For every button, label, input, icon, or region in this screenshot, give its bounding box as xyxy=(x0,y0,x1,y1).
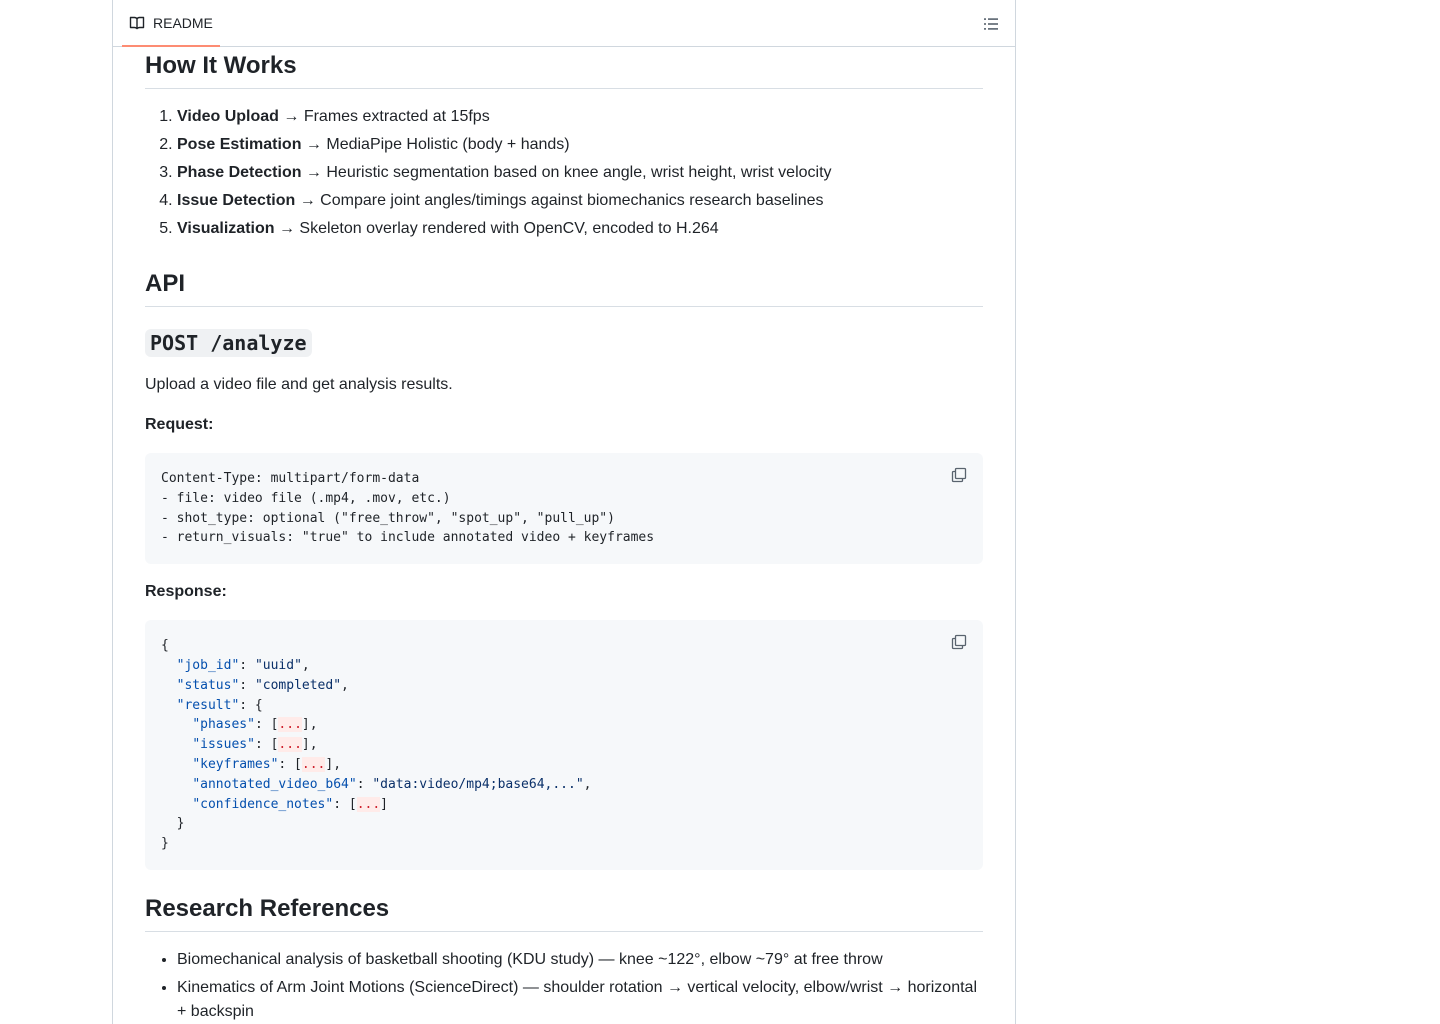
code-line xyxy=(161,636,967,656)
code-token: "confidence_notes" xyxy=(192,796,334,812)
readme-panel xyxy=(112,0,1016,1024)
code-token: { xyxy=(161,638,169,654)
step-title: Phase Detection xyxy=(177,164,302,181)
endpoint-description: Upload a video file and get analysis results. xyxy=(145,376,453,393)
code-token: ... xyxy=(356,796,381,812)
code-token: "result" xyxy=(176,697,240,713)
endpoint-heading xyxy=(145,331,983,357)
request-label: Request: xyxy=(145,416,214,433)
code-line: "confidence_notes": [...] xyxy=(192,796,388,812)
copy-request-button[interactable] xyxy=(949,465,969,485)
readme-tab-label: README xyxy=(153,14,213,31)
step-title: Pose Estimation xyxy=(177,136,302,153)
code-line: "annotated_video_b64": "data:video/mp4;base64,...", xyxy=(192,776,592,792)
how-it-works-heading: How It Works xyxy=(145,51,983,89)
code-token: "phases" xyxy=(192,717,255,733)
code-line: "issues": [...], xyxy=(192,737,318,753)
step-title: Issue Detection xyxy=(177,192,296,209)
code-token: "status" xyxy=(176,677,240,693)
step-text: → MediaPipe Holistic (body + hands) xyxy=(301,136,570,153)
code-line xyxy=(161,834,967,854)
code-line: "result": { xyxy=(176,697,263,713)
code-line: Content-Type: multipart/form-data xyxy=(161,471,420,486)
step-title: Visualization xyxy=(177,220,275,237)
list-unordered-icon xyxy=(983,16,999,32)
code-token: } xyxy=(176,816,185,832)
request-code-block[interactable] xyxy=(145,453,983,564)
code-token: } xyxy=(161,836,169,852)
code-line: "keyframes": [...], xyxy=(192,756,342,772)
code-line xyxy=(161,814,967,834)
code-line: "status": "completed", xyxy=(176,677,349,693)
code-token: "annotated_video_b64" xyxy=(192,776,357,792)
code-token: "completed" xyxy=(254,677,342,693)
code-token: ... xyxy=(278,717,302,733)
step-text: → Frames extracted at 15fps xyxy=(278,108,490,125)
list-item xyxy=(177,189,983,213)
copy-icon xyxy=(951,634,967,650)
readme-content xyxy=(145,47,983,1024)
readme-tab[interactable] xyxy=(122,0,220,47)
code-line: - file: video file (.mp4, .mov, etc.) xyxy=(161,490,451,506)
research-references-heading: Research References xyxy=(145,894,983,932)
list-item xyxy=(177,217,983,241)
response-label: Response: xyxy=(145,583,227,601)
list-item xyxy=(177,133,983,157)
step-text: → Compare joint angles/timings against biomechanics research baselines xyxy=(295,192,824,209)
endpoint-code: POST /analyze xyxy=(145,329,312,357)
code-token: "data:video/mp4;base64,..." xyxy=(372,776,584,792)
list-item xyxy=(177,105,983,129)
code-token: "job_id" xyxy=(176,657,240,673)
code-line: - shot_type: optional ("free_throw", "spot_up", "pull_up") xyxy=(161,510,615,526)
code-token: "keyframes" xyxy=(192,756,279,772)
readme-header xyxy=(113,0,1015,47)
research-references-list xyxy=(145,948,983,1024)
copy-response-button[interactable] xyxy=(949,632,969,652)
table-of-contents-button[interactable] xyxy=(981,14,1001,34)
code-line: "job_id": "uuid", xyxy=(176,657,310,673)
code-line: - return_visuals: "true" to include annotated video + keyframes xyxy=(161,530,655,546)
code-token: "issues" xyxy=(192,737,255,753)
step-title: Video Upload xyxy=(177,108,279,125)
list-item: • Biomechanical analysis of basketball shooting (KDU study) — knee ~122°, elbow ~79° at free throw xyxy=(177,948,983,972)
step-text: → Heuristic segmentation based on knee angle, wrist height, wrist velocity xyxy=(301,164,832,181)
code-token: ... xyxy=(301,756,326,772)
code-token: "uuid" xyxy=(254,657,302,673)
step-text: → Skeleton overlay rendered with OpenCV, encoded to H.264 xyxy=(274,220,719,237)
copy-icon xyxy=(951,467,967,483)
code-token: ... xyxy=(278,737,302,753)
list-item: • Kinematics of Arm Joint Motions (ScienceDirect) — shoulder rotation → vertical velocity, elbow/wrist → horizontal + backspin xyxy=(177,976,983,1024)
list-item xyxy=(177,161,983,185)
how-it-works-list xyxy=(145,105,983,241)
api-heading: API xyxy=(145,269,983,307)
code-line: "phases": [...], xyxy=(192,717,318,733)
book-icon xyxy=(129,15,145,31)
response-code-block[interactable] xyxy=(145,620,983,870)
